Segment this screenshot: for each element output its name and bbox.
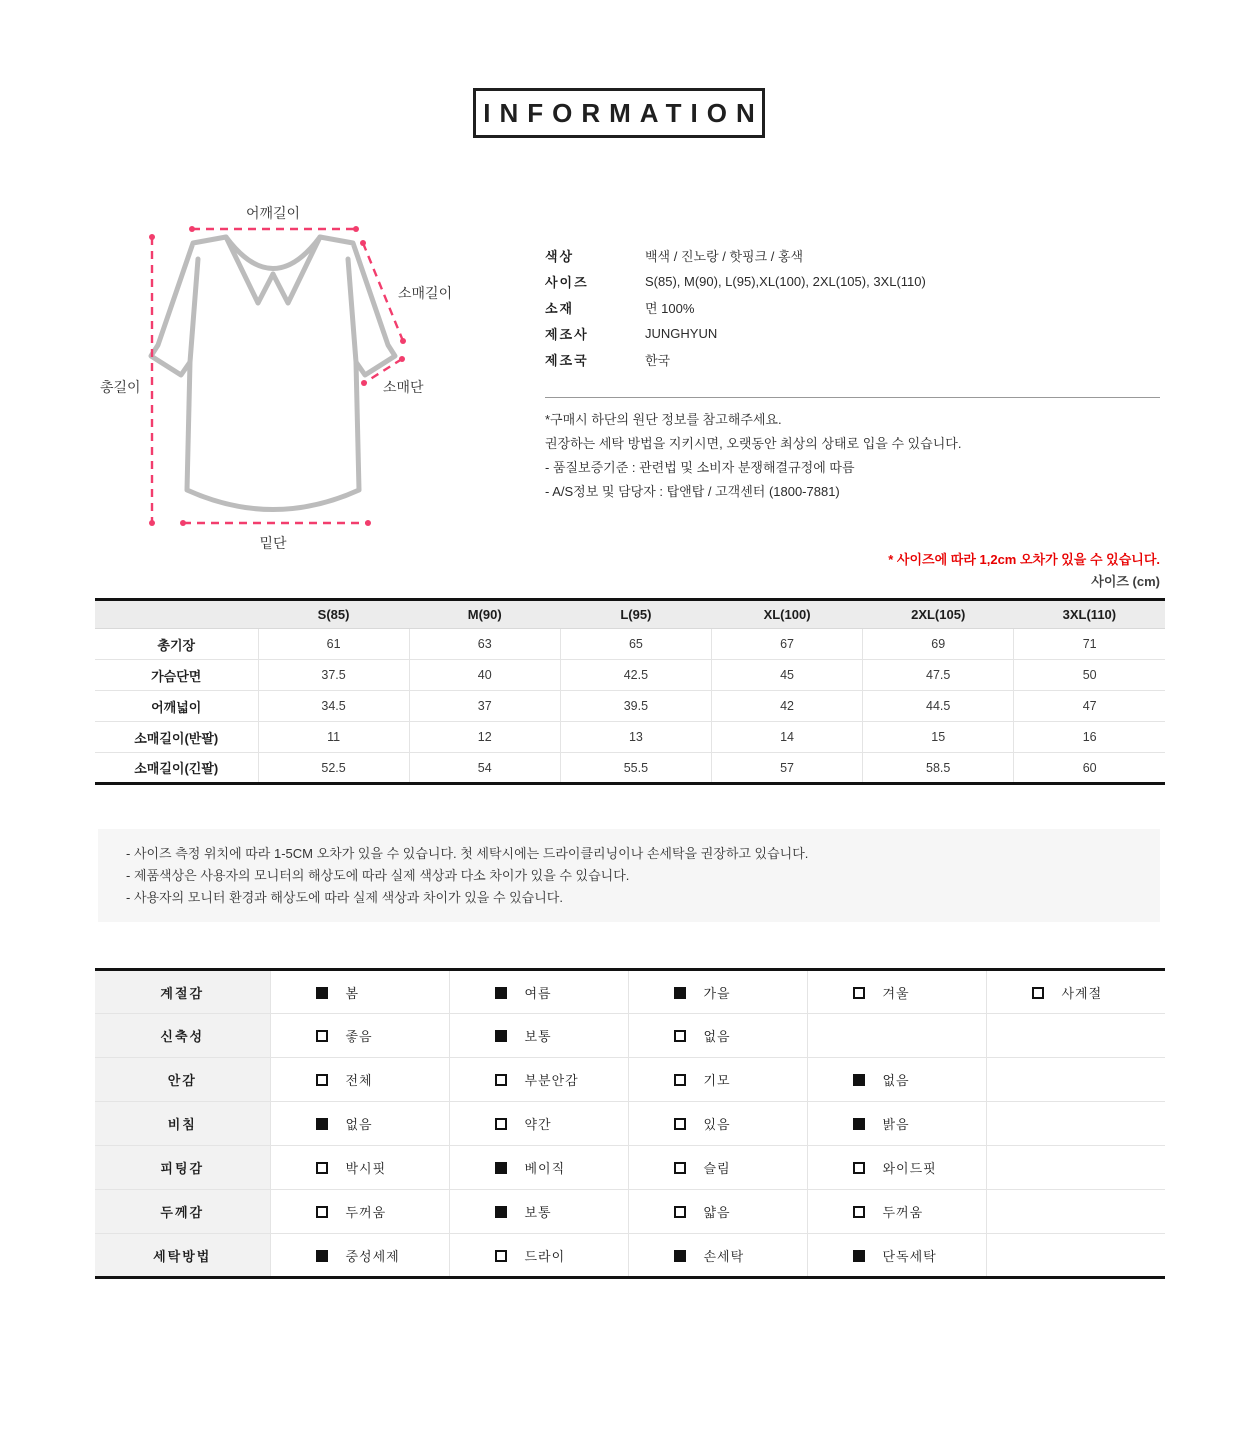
product-info-value: S(85), M(90), L(95),XL(100), 2XL(105), 3XL(110) — [645, 273, 926, 289]
size-value-cell: 47.5 — [863, 660, 1014, 691]
size-value-cell: 37.5 — [258, 660, 409, 691]
attribute-row — [95, 1102, 1165, 1146]
size-table-header — [95, 600, 1165, 629]
attribute-table-section — [95, 968, 1165, 1279]
checkbox-unchecked-icon — [674, 1206, 686, 1218]
attribute-option-label: 얇음 — [703, 1205, 731, 1220]
attribute-option-cell — [270, 1146, 449, 1190]
size-value-cell: 58.5 — [863, 753, 1014, 784]
size-value-cell: 60 — [1014, 753, 1165, 784]
checkbox-unchecked-icon — [674, 1030, 686, 1042]
attribute-option-label: 부분안감 — [524, 1073, 579, 1088]
checkbox-checked-icon — [495, 1030, 507, 1042]
attribute-option-label: 박시핏 — [345, 1161, 387, 1176]
product-info-value: 백색 / 진노랑 / 핫핑크 / 홍색 — [645, 248, 804, 264]
attribute-option-cell — [270, 1014, 449, 1058]
attribute-option-cell — [807, 1190, 986, 1234]
size-value-cell: 39.5 — [560, 691, 711, 722]
attribute-option-empty-cell — [986, 1190, 1165, 1234]
size-table-section — [95, 598, 1165, 785]
attribute-option-label: 손세탁 — [703, 1248, 745, 1264]
attribute-option-cell — [449, 1146, 628, 1190]
size-value-cell: 52.5 — [258, 753, 409, 784]
disclaimer-line: - 제품색상은 사용자의 모니터의 해상도에 따라 실제 색상과 다소 차이가 있을 수 있습니다. — [126, 868, 630, 883]
size-column-header: 3XL(110) — [1014, 600, 1165, 629]
attribute-option-cell — [449, 1058, 628, 1102]
shirt-diagram-svg — [80, 195, 500, 565]
checkbox-checked-icon — [853, 1074, 865, 1086]
attribute-option-cell — [449, 1102, 628, 1146]
checkbox-checked-icon — [853, 1118, 865, 1130]
purchase-note-line: - 품질보증기준 : 관련법 및 소비자 분쟁해결규정에 따름 — [545, 460, 855, 475]
size-table-header-row — [95, 600, 1165, 629]
attribute-option-label: 좋음 — [345, 1029, 373, 1044]
checkbox-checked-icon — [316, 1118, 328, 1130]
checkbox-unchecked-icon — [495, 1118, 507, 1130]
attribute-row — [95, 1190, 1165, 1234]
product-info-value: JUNGHYUN — [645, 325, 718, 341]
product-info-value: 면 100% — [645, 300, 695, 316]
checkbox-checked-icon — [674, 1250, 686, 1262]
checkbox-unchecked-icon — [853, 1162, 865, 1174]
attribute-row — [95, 1014, 1165, 1058]
checkbox-checked-icon — [495, 1162, 507, 1174]
size-value-cell: 71 — [1014, 629, 1165, 660]
attribute-option-label: 드라이 — [524, 1248, 566, 1264]
size-table-corner-cell — [95, 600, 258, 629]
size-value-cell: 67 — [711, 629, 862, 660]
size-row-label: 소매길이(긴팔) — [95, 753, 258, 784]
product-info-row — [545, 294, 926, 320]
size-value-cell: 42.5 — [560, 660, 711, 691]
attribute-option-label: 베이직 — [524, 1161, 566, 1176]
attribute-row-label: 두께감 — [95, 1190, 270, 1234]
checkbox-checked-icon — [853, 1250, 865, 1262]
attribute-row — [95, 970, 1165, 1014]
attribute-option-label: 없음 — [703, 1029, 731, 1044]
size-unit-label: 사이즈 (cm) — [1091, 574, 1160, 589]
size-value-cell: 54 — [409, 753, 560, 784]
attribute-option-cell — [807, 1058, 986, 1102]
attribute-option-cell — [270, 970, 449, 1014]
size-value-cell: 12 — [409, 722, 560, 753]
attribute-option-label: 사계절 — [1061, 985, 1103, 1001]
size-row-label: 소매길이(반팔) — [95, 722, 258, 753]
checkbox-checked-icon — [495, 1206, 507, 1218]
attribute-option-label: 전체 — [345, 1073, 373, 1088]
product-info-label: 색상 — [545, 248, 575, 264]
attribute-table — [95, 968, 1165, 1279]
size-table-row — [95, 660, 1165, 691]
shirt-measurement-diagram — [80, 195, 500, 565]
size-value-cell: 16 — [1014, 722, 1165, 753]
size-table — [95, 598, 1165, 785]
purchase-note-line: - A/S정보 및 담당자 : 탑앤탑 / 고객센터 (1800-7881) — [545, 484, 840, 499]
attribute-option-cell — [807, 1102, 986, 1146]
attribute-option-label: 보통 — [524, 1029, 552, 1044]
product-info-row — [545, 346, 926, 372]
attribute-option-cell — [270, 1102, 449, 1146]
size-value-cell: 44.5 — [863, 691, 1014, 722]
page-title: INFORMATION — [473, 88, 765, 138]
product-info-label: 사이즈 — [545, 274, 589, 290]
size-tolerance-warning: * 사이즈에 따라 1,2cm 오차가 있을 수 있습니다. — [888, 552, 1160, 567]
size-column-header: 2XL(105) — [863, 600, 1014, 629]
size-table-row — [95, 753, 1165, 784]
size-row-label: 어깨넓이 — [95, 691, 258, 722]
attribute-row-label: 피팅감 — [95, 1146, 270, 1190]
checkbox-unchecked-icon — [674, 1074, 686, 1086]
attribute-option-cell — [270, 1190, 449, 1234]
purchase-note-line: *구매시 하단의 원단 정보를 참고해주세요. — [545, 412, 782, 427]
product-info-row — [545, 242, 926, 268]
size-table-row — [95, 691, 1165, 722]
attribute-option-cell — [628, 1190, 807, 1234]
purchase-notes — [545, 408, 961, 504]
sleeve-hem-label: 소매단 — [383, 379, 424, 395]
attribute-row-label: 세탁방법 — [95, 1234, 270, 1278]
product-info-list — [545, 242, 926, 372]
product-info-label: 제조사 — [545, 326, 589, 342]
attribute-option-label: 두꺼움 — [882, 1205, 924, 1220]
size-table-row — [95, 629, 1165, 660]
size-value-cell: 13 — [560, 722, 711, 753]
attribute-option-cell — [807, 1234, 986, 1278]
attribute-option-cell — [628, 1146, 807, 1190]
checkbox-unchecked-icon — [674, 1118, 686, 1130]
size-column-header: S(85) — [258, 600, 409, 629]
attribute-option-empty-cell — [986, 1234, 1165, 1278]
attribute-option-cell — [628, 970, 807, 1014]
checkbox-checked-icon — [495, 987, 507, 999]
disclaimer-box — [98, 829, 1160, 922]
attribute-option-label: 가을 — [703, 985, 731, 1001]
attribute-option-empty-cell — [986, 1102, 1165, 1146]
size-value-cell: 11 — [258, 722, 409, 753]
purchase-note-line: 권장하는 세탁 방법을 지키시면, 오랫동안 최상의 상태로 입을 수 있습니다. — [545, 436, 962, 451]
size-column-header: M(90) — [409, 600, 560, 629]
disclaimer-line: - 사용자의 모니터 환경과 해상도에 따라 실제 색상과 차이가 있을 수 있습니다. — [126, 890, 563, 905]
checkbox-unchecked-icon — [853, 1206, 865, 1218]
attribute-row — [95, 1146, 1165, 1190]
checkbox-unchecked-icon — [674, 1162, 686, 1174]
attribute-row — [95, 1234, 1165, 1278]
attribute-option-cell — [807, 1146, 986, 1190]
attribute-option-cell — [270, 1058, 449, 1102]
product-info-row — [545, 320, 926, 346]
size-value-cell: 65 — [560, 629, 711, 660]
attribute-option-label: 기모 — [703, 1073, 731, 1088]
size-value-cell: 47 — [1014, 691, 1165, 722]
disclaimer-line: - 사이즈 측정 위치에 따라 1-5CM 오차가 있을 수 있습니다. 첫 세탁시에는 드라이클리닝이나 손세탁을 권장하고 있습니다. — [126, 846, 809, 861]
attribute-option-empty-cell — [986, 1058, 1165, 1102]
size-row-label: 가슴단면 — [95, 660, 258, 691]
attribute-option-cell — [628, 1014, 807, 1058]
attribute-option-label: 밝음 — [882, 1117, 910, 1132]
size-value-cell: 61 — [258, 629, 409, 660]
attribute-option-cell — [449, 1234, 628, 1278]
size-value-cell: 15 — [863, 722, 1014, 753]
size-value-cell: 50 — [1014, 660, 1165, 691]
attribute-option-empty-cell — [807, 1014, 986, 1058]
size-column-header: L(95) — [560, 600, 711, 629]
size-value-cell: 57 — [711, 753, 862, 784]
checkbox-unchecked-icon — [316, 1074, 328, 1086]
size-value-cell: 55.5 — [560, 753, 711, 784]
attribute-option-cell — [628, 1234, 807, 1278]
bottom-hem-label: 밑단 — [259, 535, 287, 551]
size-value-cell: 69 — [863, 629, 1014, 660]
checkbox-unchecked-icon — [495, 1250, 507, 1262]
attribute-option-empty-cell — [986, 1014, 1165, 1058]
attribute-option-label: 없음 — [882, 1073, 910, 1088]
attribute-option-label: 두꺼움 — [345, 1205, 387, 1220]
attribute-option-cell — [986, 970, 1165, 1014]
attribute-option-label: 겨울 — [882, 985, 910, 1001]
attribute-option-label: 있음 — [703, 1117, 731, 1132]
attribute-option-cell — [449, 1190, 628, 1234]
total-length-label: 총길이 — [100, 379, 141, 395]
attribute-option-cell — [449, 970, 628, 1014]
size-value-cell: 63 — [409, 629, 560, 660]
attribute-row — [95, 1058, 1165, 1102]
attribute-option-label: 없음 — [345, 1117, 373, 1132]
attribute-option-cell — [270, 1234, 449, 1278]
size-value-cell: 34.5 — [258, 691, 409, 722]
attribute-option-label: 슬림 — [703, 1161, 731, 1176]
attribute-option-label: 봄 — [345, 985, 360, 1001]
size-value-cell: 37 — [409, 691, 560, 722]
checkbox-checked-icon — [316, 1250, 328, 1262]
checkbox-unchecked-icon — [495, 1074, 507, 1086]
attribute-option-label: 단독세탁 — [882, 1248, 937, 1264]
attribute-option-cell — [807, 970, 986, 1014]
attribute-option-cell — [449, 1014, 628, 1058]
sleeve-length-label: 소매길이 — [398, 285, 453, 301]
divider-line — [545, 397, 1160, 398]
product-info-value: 한국 — [645, 352, 671, 368]
attribute-table-body — [95, 970, 1165, 1278]
attribute-row-label: 비침 — [95, 1102, 270, 1146]
size-column-header: XL(100) — [711, 600, 862, 629]
size-value-cell: 14 — [711, 722, 862, 753]
checkbox-unchecked-icon — [316, 1162, 328, 1174]
size-table-row — [95, 722, 1165, 753]
attribute-option-label: 보통 — [524, 1205, 552, 1220]
attribute-option-cell — [628, 1058, 807, 1102]
product-info-label: 제조국 — [545, 352, 589, 368]
shirt-outline-icon — [151, 237, 395, 510]
size-value-cell: 42 — [711, 691, 862, 722]
checkbox-checked-icon — [674, 987, 686, 999]
checkbox-unchecked-icon — [316, 1030, 328, 1042]
attribute-option-label: 와이드핏 — [882, 1161, 937, 1176]
checkbox-unchecked-icon — [316, 1206, 328, 1218]
checkbox-unchecked-icon — [1032, 987, 1044, 999]
size-table-body — [95, 629, 1165, 784]
product-info-row — [545, 268, 926, 294]
shoulder-length-label: 어깨길이 — [245, 205, 301, 221]
attribute-option-cell — [628, 1102, 807, 1146]
product-info-label: 소재 — [545, 300, 575, 316]
attribute-option-label: 중성세제 — [345, 1248, 400, 1264]
attribute-option-label: 여름 — [524, 985, 552, 1001]
size-row-label: 총기장 — [95, 629, 258, 660]
attribute-row-label: 신축성 — [95, 1014, 270, 1058]
attribute-row-label: 계절감 — [95, 970, 270, 1014]
attribute-row-label: 안감 — [95, 1058, 270, 1102]
checkbox-checked-icon — [316, 987, 328, 999]
size-value-cell: 45 — [711, 660, 862, 691]
attribute-option-empty-cell — [986, 1146, 1165, 1190]
size-value-cell: 40 — [409, 660, 560, 691]
attribute-option-label: 약간 — [524, 1117, 552, 1132]
checkbox-unchecked-icon — [853, 987, 865, 999]
